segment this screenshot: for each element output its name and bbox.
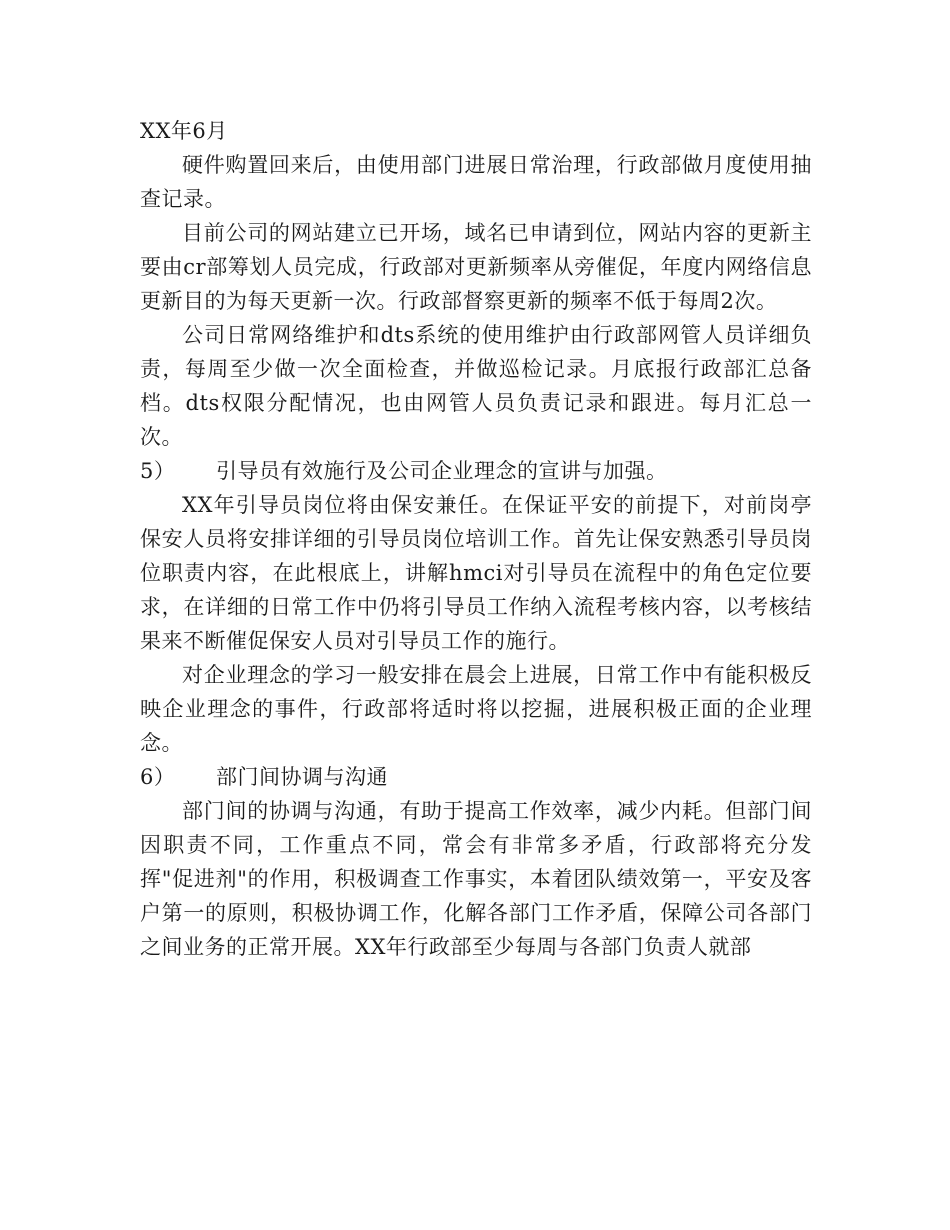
- section-heading-6: [140, 760, 812, 794]
- document-body: [140, 114, 812, 964]
- date-line: XX年6月: [140, 119, 228, 143]
- paragraph-coordination: 部门间的协调与沟通，有助于提高工作效率，减少内耗。但部门间因职责不同，工作重点不同，常会有非常多矛盾，行政部将充分发挥"促进剂"的作用，积极调查工作事实，本着团队绩效第一，平安及客户第一的原则，积极协调工作，化解各部门工作矛盾，保障公司各部门之间业务的正常开展。XX年行政部至少每周与各部门负责人就部: [140, 799, 812, 959]
- paragraph-philosophy: 对企业理念的学习一般安排在晨会上进展，日常工作中有能积极反映企业理念的事件，行政部将适时将以挖掘，进展积极正面的企业理念。: [140, 663, 812, 755]
- section-number-6: 6）: [140, 765, 176, 789]
- section-title-6: 部门间协调与沟通: [216, 765, 388, 789]
- paragraph-website: 目前公司的网站建立已开场，域名已申请到位，网站内容的更新主要由cr部筹划人员完成，行政部对更新频率从旁催促，年度内网络信息更新目的为每天更新一次。行政部督察更新的频率不低于每周2次。: [140, 221, 812, 313]
- section-number-5: 5）: [140, 459, 176, 483]
- paragraph-guide: XX年引导员岗位将由保安兼任。在保证平安的前提下，对前岗亭保安人员将安排详细的引导员岗位培训工作。首先让保安熟悉引导员岗位职责内容，在此根底上，讲解hmci对引导员在流程中的角色定位要求，在详细的日常工作中仍将引导员工作纳入流程考核内容，以考核结果来不断催促保安人员对引导员工作的施行。: [140, 493, 812, 653]
- paragraph-network: 公司日常网络维护和dts系统的使用维护由行政部网管人员详细负责，每周至少做一次全面检查，并做巡检记录。月底报行政部汇总备档。dts权限分配情况，也由网管人员负责记录和跟进。每月汇总一次。: [140, 323, 812, 449]
- section-heading-5: [140, 454, 812, 488]
- paragraph-hardware: 硬件购置回来后，由使用部门进展日常治理，行政部做月度使用抽查记录。: [140, 153, 812, 211]
- section-title-5: 引导员有效施行及公司企业理念的宣讲与加强。: [216, 459, 668, 483]
